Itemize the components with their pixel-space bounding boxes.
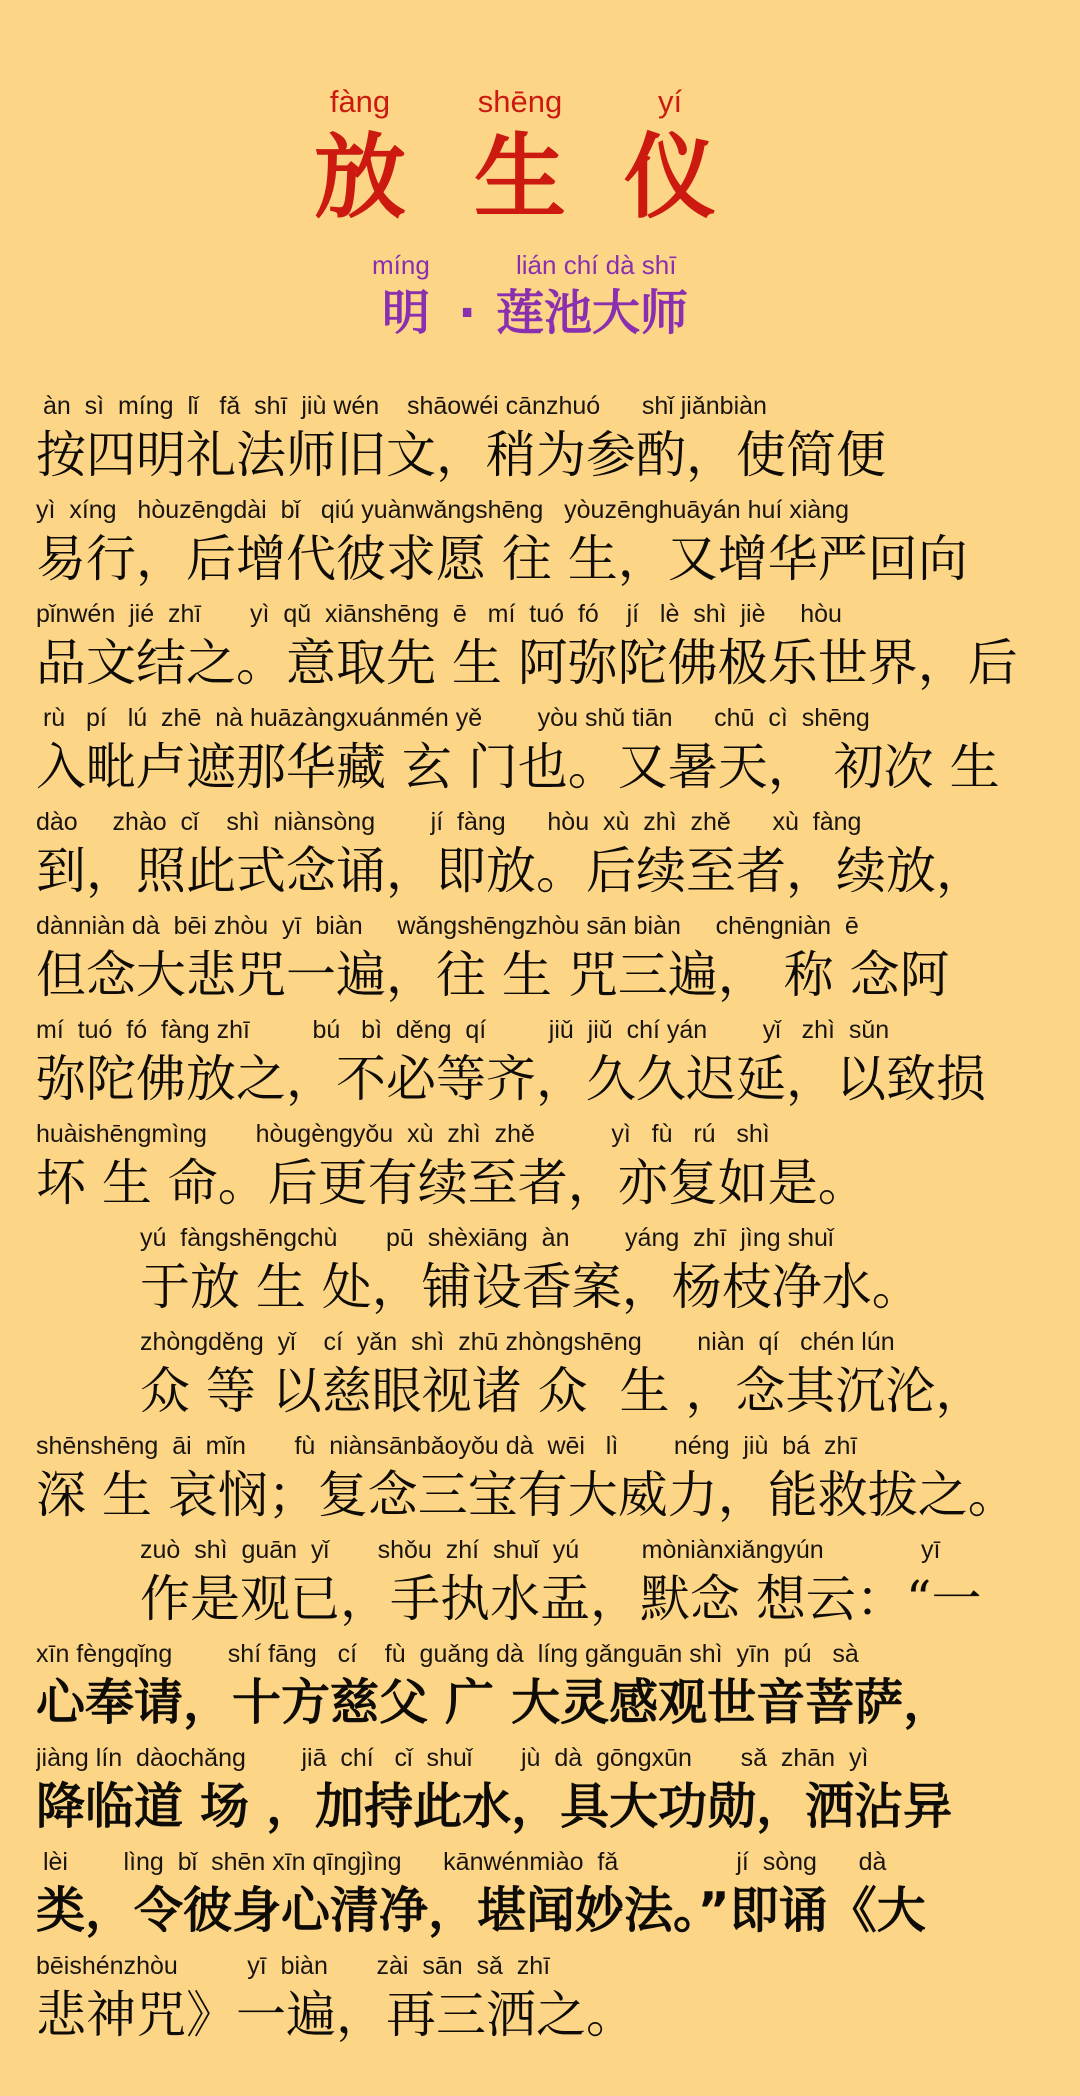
line-pinyin: zhòngděng yǐ cí yǎn shì zhū zhòngshēng niàn qí chén lún <box>140 1328 895 1356</box>
line-pinyin: yì xíng hòuzēngdài bǐ qiú yuànwǎngshēng yòuzēnghuāyán huí xiàng <box>36 496 850 524</box>
text-line <box>0 1118 1080 1222</box>
text-line <box>0 598 1080 702</box>
author-dynasty: 明 <box>382 285 431 341</box>
line-hanzi: 但念大悲咒一遍，往 生 咒三遍， 称 念阿 <box>36 946 950 1004</box>
line-pinyin: lèi lìng bǐ shēn xīn qīngjìng kānwénmiào fǎ jí sòng dà <box>36 1848 887 1876</box>
line-pinyin: zuò shì guān yǐ shǒu zhí shuǐ yú mòniànxiǎngyún yī <box>140 1536 941 1564</box>
line-pinyin: dào zhào cǐ shì niànsòng jí fàng hòu xù zhì zhě xù fàng <box>36 808 862 836</box>
line-hanzi: 众 等 以慈眼视诸 众 生 ，念其沉沦， <box>140 1362 986 1420</box>
line-pinyin: àn sì míng lǐ fǎ shī jiù wén shāowéi cānzhuó shǐ jiǎnbiàn <box>36 392 767 420</box>
text-line <box>0 1950 1080 2054</box>
text-line <box>0 702 1080 806</box>
line-hanzi: 入毗卢遮那华藏 玄 门也。又暑天， 初次 生 <box>36 738 1000 796</box>
line-pinyin: bēishénzhòu yī biàn zài sān sǎ zhī <box>36 1952 551 1980</box>
text-line <box>0 1014 1080 1118</box>
title-pinyin-3: yí <box>657 84 683 119</box>
line-hanzi: 深 生 哀悯；复念三宝有大威力，能救拔之。 <box>36 1466 1018 1524</box>
title-char-1: 放 <box>313 123 406 231</box>
text-line <box>0 1222 1080 1326</box>
line-hanzi: 作是观已，手执水盂，默念 想云：“一 <box>140 1570 982 1628</box>
title-pinyin <box>0 84 1080 124</box>
line-hanzi: 降临道 场 ，加持此水，具大功勋，洒沾异 <box>36 1778 953 1835</box>
line-hanzi: 心奉请，十方慈父 广 大灵感观世音菩萨， <box>36 1674 953 1731</box>
line-pinyin: rù pí lú zhē nà huāzàngxuánmén yě yòu shǔ tiān chū cì shēng <box>36 704 870 732</box>
line-hanzi: 类，令彼身心清净，堪闻妙法。”即诵《大 <box>36 1882 926 1939</box>
line-pinyin: dànniàn dà bēi zhòu yī biàn wǎngshēngzhòu sān biàn chēngniàn ē <box>36 912 859 940</box>
line-pinyin: yú fàngshēngchù pū shèxiāng àn yáng zhī jìng shuǐ <box>140 1224 834 1252</box>
title-pinyin-1: fàng <box>329 84 391 119</box>
text-line <box>0 1846 1080 1950</box>
line-pinyin: xīn fèngqǐng shí fāng cí fù guǎng dà líng gǎnguān shì yīn pú sà <box>36 1640 859 1668</box>
line-hanzi: 弥陀佛放之，不必等齐，久久迟延，以致损 <box>36 1050 986 1108</box>
text-line <box>0 910 1080 1014</box>
page-title <box>0 122 1080 232</box>
line-pinyin: mí tuó fó fàng zhī bú bì děng qí jiǔ jiǔ chí yán yǐ zhì sǔn <box>36 1016 890 1044</box>
line-hanzi: 坏 生 命。后更有续至者，亦复如是。 <box>36 1154 868 1212</box>
text-line <box>0 806 1080 910</box>
text-line <box>0 1638 1080 1742</box>
title-char-3: 仪 <box>623 123 716 231</box>
line-hanzi: 到，照此式念诵，即放。后续至者，续放， <box>36 842 986 900</box>
line-pinyin: huàishēngmìng hòugèngyǒu xù zhì zhě yì fù rú shì <box>36 1120 770 1148</box>
text-line <box>0 494 1080 598</box>
line-hanzi: 按四明礼法师旧文，稍为参酌，使简便 <box>36 426 886 484</box>
author-name: 莲池大师 <box>496 285 689 341</box>
text-line <box>0 1742 1080 1846</box>
author-dynasty-pinyin: míng <box>372 250 430 280</box>
title-pinyin-2: shēng <box>477 84 563 119</box>
text-line <box>0 1326 1080 1430</box>
text-line <box>0 1430 1080 1534</box>
title-char-2: 生 <box>473 123 566 231</box>
line-hanzi: 于放 生 处，铺设香案，杨枝净水。 <box>140 1258 922 1316</box>
line-pinyin: pǐnwén jié zhī yì qǔ xiānshēng ē mí tuó fó jí lè shì jiè hòu <box>36 600 842 628</box>
line-hanzi: 品文结之。意取先 生 阿弥陀佛极乐世界，后 <box>36 634 1018 692</box>
author-line <box>0 280 1080 346</box>
text-line <box>0 390 1080 494</box>
line-hanzi: 易行，后增代彼求愿 往 生，又增华严回向 <box>36 530 968 588</box>
text-line <box>0 1534 1080 1638</box>
line-hanzi: 悲神咒》一遍，再三洒之。 <box>36 1986 636 2044</box>
author-separator: · <box>458 285 477 341</box>
line-pinyin: jiàng lín dàochǎng jiā chí cǐ shuǐ jù dà gōngxūn sǎ zhān yì <box>36 1744 869 1772</box>
line-pinyin: shēnshēng āi mǐn fù niànsānbǎoyǒu dà wēi lì néng jiù bá zhī <box>36 1432 858 1460</box>
author-pinyin <box>0 250 1080 284</box>
author-name-pinyin: lián chí dà shī <box>516 250 677 280</box>
